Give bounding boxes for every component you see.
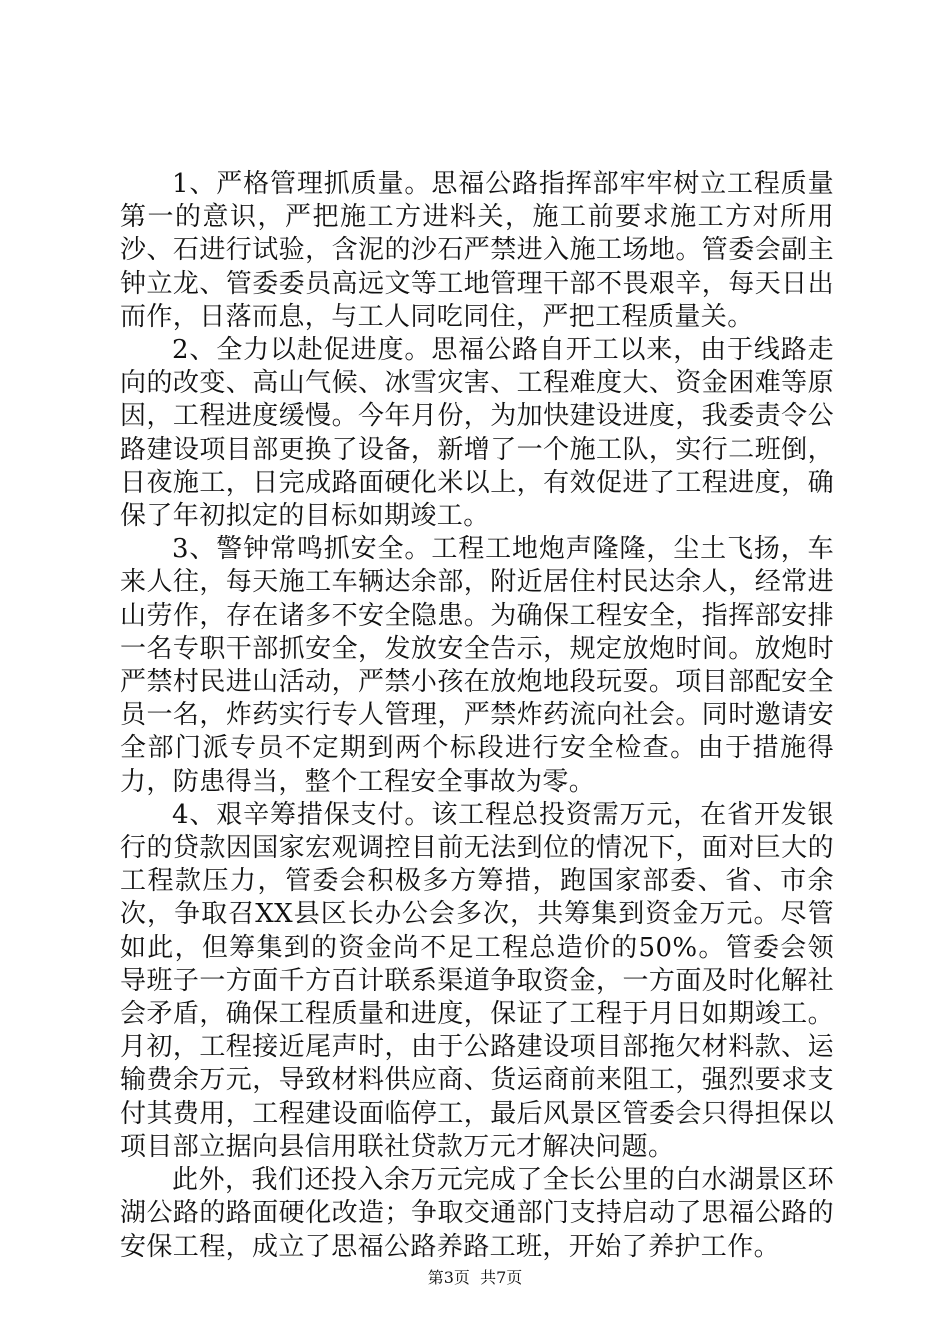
page-total: 共7页 bbox=[480, 1268, 523, 1287]
page-number: 第3页 bbox=[427, 1268, 470, 1287]
document-body bbox=[120, 168, 834, 1264]
paragraph-additional: 此外，我们还投入余万元完成了全长公里的白水湖景区环湖公路的路面硬化改造；争取交通部门支持启动了思福公路的安保工程，成立了思福公路养路工班，开始了养护工作。 bbox=[120, 1165, 834, 1262]
paragraph-safety: 3、警钟常鸣抓安全。工程工地炮声隆隆，尘土飞扬，车来人往，每天施工车辆达余部，附近居住村民达余人，经常进山劳作，存在诸多不安全隐患。为确保工程安全，指挥部安排一名专职干部抓安全，发放安全告示，规定放炮时间。放炮时严禁村民进山活动，严禁小孩在放炮地段玩耍。项目部配安全员一名，炸药实行专人管理，严禁炸药流向社会。同时邀请安全部门派专员不定期到两个标段进行安全检查。由于措施得力，防患得当，整个工程安全事故为零。 bbox=[120, 534, 834, 797]
paragraph-quality: 1、严格管理抓质量。思福公路指挥部牢牢树立工程质量第一的意识，严把施工方进料关，施工前要求施工方对所用沙、石进行试验，含泥的沙石严禁进入施工场地。管委会副主钟立龙、管委委员高远文等工地管理干部不畏艰辛，每天日出而作，日落而息，与工人同吃同住，严把工程质量关。 bbox=[120, 169, 834, 332]
paragraph-funding: 4、艰辛筹措保支付。该工程总投资需万元，在省开发银行的贷款因国家宏观调控目前无法到位的情况下，面对巨大的工程款压力，管委会积极多方筹措，跑国家部委、省、市余次，争取召XX县区长办公会多次，共筹集到资金万元。尽管如此，但筹集到的资金尚不足工程总造价的50%。管委会领导班子一方面千方百计联系渠道争取资金，一方面及时化解社会矛盾，确保工程质量和进度，保证了工程于月日如期竣工。月初，工程接近尾声时，由于公路建设项目部拖欠材料款、运输费余万元，导致材料供应商、货运商前来阻工，强烈要求支付其费用，工程建设面临停工，最后风景区管委会只得担保以项目部立据向县信用联社贷款万元才解决问题。 bbox=[120, 799, 834, 1162]
paragraph-progress: 2、全力以赴促进度。思福公路自开工以来，由于线路走向的改变、高山气候、冰雪灾害、工程难度大、资金困难等原因，工程进度缓慢。今年月份，为加快建设进度，我委责令公路建设项目部更换了设备，新增了一个施工队，实行二班倒，日夜施工，日完成路面硬化米以上，有效促进了工程进度，确保了年初拟定的目标如期竣工。 bbox=[120, 335, 834, 532]
page-footer bbox=[0, 1268, 950, 1288]
